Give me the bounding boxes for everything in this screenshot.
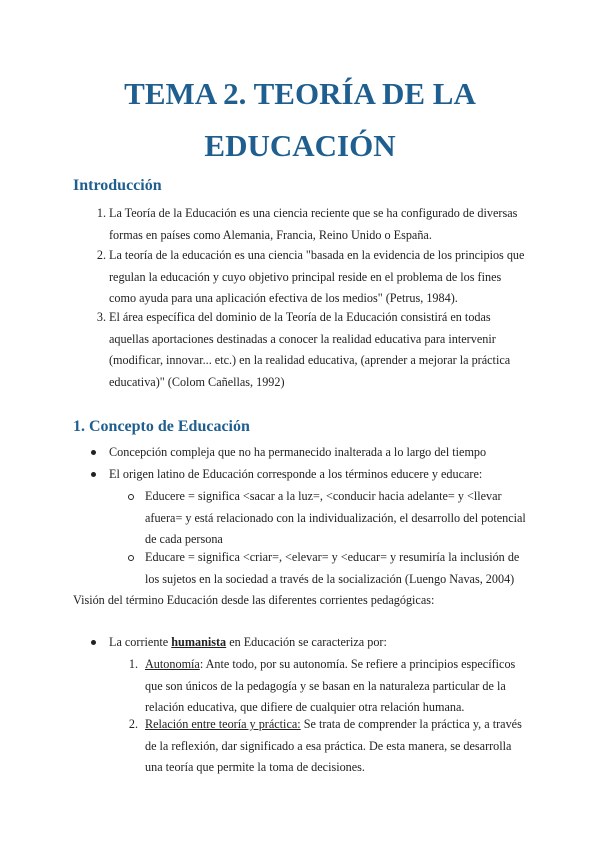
document-title-line-2: EDUCACIÓN	[204, 128, 396, 163]
relacion-label: Relación entre teoría y práctica:	[145, 717, 301, 731]
educere-line-1: Educere = significa <sacar a la luz=, <conducir hacia adelante= y <llevar	[145, 489, 502, 503]
educare-line-2: los sujetos en la sociedad a través de la socialización (Luengo Navas, 2004)	[145, 571, 515, 586]
section-heading-introduction: Introducción	[73, 177, 162, 194]
list-marker: 2.	[96, 248, 106, 262]
educere-line-2: afuera= y está relacionado con la individualización, el desarrollo del potencial	[145, 510, 526, 525]
humanist-after: en Educación se caracteriza por:	[226, 635, 387, 649]
concept-bullet-2	[88, 464, 528, 486]
intro-item-2-line-1: La teoría de la educación es una ciencia "basada en la evidencia de los principios que	[109, 248, 525, 262]
intro-item-1-line-2: formas en países como Alemania, Francia, Reino Unido o España.	[109, 227, 432, 242]
relacion-line-2: de la reflexión, dar significado a esa práctica. De esta manera, se desarrolla	[145, 738, 512, 753]
concept-bullet-2-line-1: El origen latino de Educación corresponde a los términos educere y educare:	[109, 467, 483, 481]
concept-bullet-1	[88, 442, 528, 464]
relacion-line-3: una teoría que permite la toma de decisiones.	[145, 760, 365, 774]
humanist-before: La corriente	[109, 635, 172, 649]
intro-item-3	[88, 307, 528, 395]
humanist-term: humanista	[171, 635, 227, 649]
humanist-bullet	[88, 632, 528, 654]
intro-item-2	[88, 245, 528, 311]
relacion-first-rest: Se trata de comprender la práctica y, a través	[300, 717, 522, 731]
intro-item-2-line-3: como ayuda para una aplicación efectiva de los medios" (Petrus, 1984).	[109, 291, 458, 305]
educere-line-3: de cada persona	[145, 532, 223, 546]
intro-item-3-line-1: El área específica del dominio de la Teoría de la Educación consistirá en todas	[109, 310, 491, 324]
humanist-item-relacion	[124, 714, 528, 780]
concept-sub-bullet-educare	[124, 547, 528, 591]
list-marker: 3.	[96, 310, 106, 324]
list-marker: 2.	[128, 717, 138, 731]
educare-line-1: Educare = significa <criar=, <elevar= y <educar= y resumiría la inclusión de	[145, 550, 520, 564]
bullet-circle-icon	[128, 494, 134, 500]
vision-paragraph: Visión del término Educación desde las diferentes corrientes pedagógicas:	[73, 593, 435, 607]
bullet-dot-icon	[91, 472, 96, 477]
intro-item-3-line-2: aquellas aportaciones destinadas a conocer la realidad educativa para intervenir	[109, 331, 496, 346]
bullet-dot-icon	[91, 450, 96, 455]
autonomia-line-3: relación educativa, que difiere de cualquier otra relación humana.	[145, 700, 465, 714]
intro-item-1	[88, 203, 528, 247]
bullet-dot-icon	[91, 640, 96, 645]
autonomia-first-rest: : Ante todo, por su autonomía. Se refiere a principios específicos	[199, 657, 516, 671]
autonomia-line-2: que son únicos de la pedagogía y se basan en la naturaleza particular de la	[145, 678, 506, 693]
intro-item-3-line-4: educativa)" (Colom Cañellas, 1992)	[109, 374, 285, 389]
list-marker: 1.	[128, 657, 138, 671]
section-heading-concepto: 1. Concepto de Educación	[73, 418, 250, 435]
bullet-circle-icon	[128, 555, 134, 561]
humanist-item-autonomia	[124, 654, 528, 720]
document-title-line-1: TEMA 2. TEORÍA DE LA	[124, 76, 476, 111]
intro-item-1-line-1: La Teoría de la Educación es una ciencia reciente que se ha configurado de diversas	[109, 206, 518, 220]
concept-bullet-1-line-1: Concepción compleja que no ha permanecido inalterada a lo largo del tiempo	[109, 445, 487, 459]
intro-item-3-line-3: (modificar, innovar... etc.) en la realidad educativa, (aprender a mejorar la práctica	[109, 353, 511, 367]
intro-item-2-line-2: regulan la educación y cuyo objetivo principal reside en el problema de los fines	[109, 269, 502, 284]
concept-sub-bullet-educere	[124, 486, 528, 552]
list-marker: 1.	[96, 206, 106, 220]
autonomia-label: Autonomía	[145, 657, 200, 671]
